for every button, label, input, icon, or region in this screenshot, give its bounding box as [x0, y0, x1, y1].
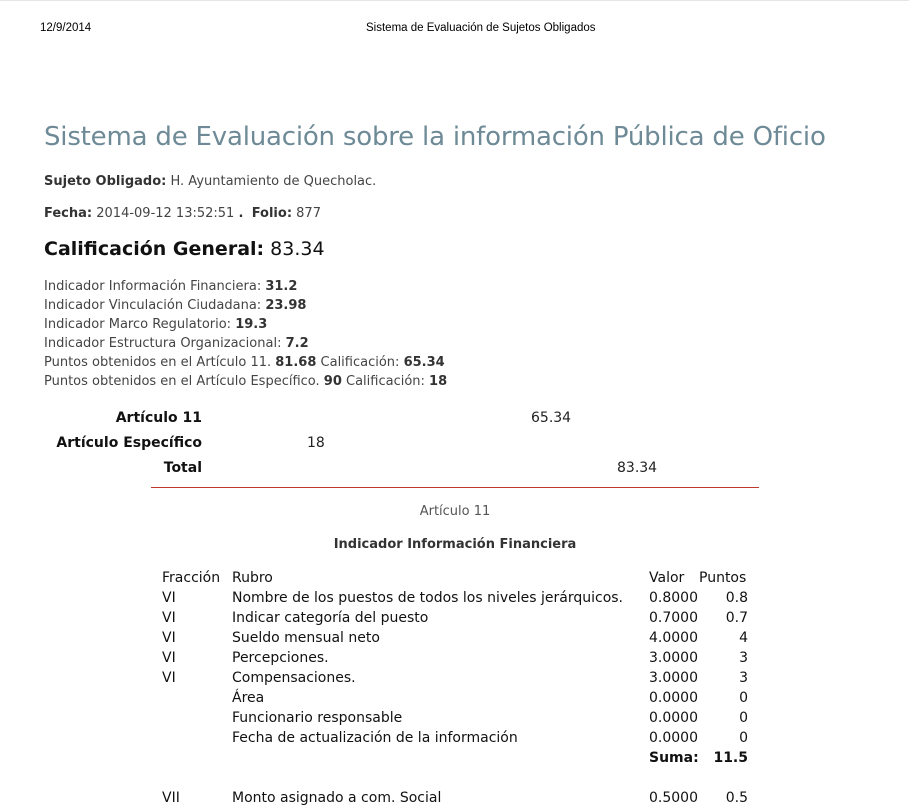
summary-value-total: 83.34 [617, 460, 658, 476]
row-valor: 3.0000 [649, 670, 698, 686]
row-puntos: 3 [739, 670, 748, 686]
sujeto-value: H. Ayuntamiento de Quecholac. [170, 174, 377, 189]
indicator-line: Indicador Marco Regulatorio: 19.3 [44, 317, 268, 332]
puntos-line: Puntos obtenidos en el Artículo Específico. 90 Calificación: 18 [44, 374, 448, 389]
row-valor: 4.0000 [649, 630, 698, 646]
summary-label-total: Total [163, 460, 202, 476]
print-title: Sistema de Evaluación de Sujetos Obligados [366, 22, 596, 34]
row-fraccion: VII [162, 790, 180, 806]
print-date: 12/9/2014 [40, 22, 92, 34]
indicator-line: Indicador Información Financiera: 31.2 [44, 279, 298, 294]
row-fraccion: VI [162, 610, 176, 626]
fecha-folio [44, 206, 321, 221]
section-title: Artículo 11 [419, 504, 491, 519]
divider [151, 487, 759, 488]
indicator-title: Indicador Información Financiera [333, 537, 577, 552]
row-rubro: Percepciones. [232, 650, 329, 666]
row-valor: 0.0000 [649, 730, 698, 746]
summary-label-articulo-11: Artículo 11 [115, 410, 202, 426]
row-fraccion: VI [162, 650, 176, 666]
row-rubro: Área [232, 690, 265, 706]
summary-label-articulo-especifico: Artículo Específico [56, 435, 202, 451]
calificacion-general [44, 238, 325, 260]
row-puntos: 0 [739, 710, 748, 726]
row-rubro: Funcionario responsable [232, 710, 403, 726]
summary-value-articulo-especifico: 18 [307, 435, 325, 451]
row-rubro: Nombre de los puestos de todos los niveles jerárquicos. [232, 590, 624, 606]
fecha-label: Fecha: [44, 206, 93, 221]
row-valor: 0.8000 [649, 590, 698, 606]
row-fraccion: VI [162, 670, 176, 686]
row-rubro: Indicar categoría del puesto [232, 610, 429, 626]
calificacion-general-value: 83.34 [270, 238, 325, 260]
row-rubro: Monto asignado a com. Social [232, 790, 442, 806]
row-valor: 0.7000 [649, 610, 698, 626]
fecha-value: 2014-09-12 13:52:51 [96, 206, 235, 221]
indicator-line: Indicador Vinculación Ciudadana: 23.98 [44, 298, 307, 313]
row-rubro: Compensaciones. [232, 670, 356, 686]
header-rubro: Rubro [232, 570, 273, 586]
page-title: Sistema de Evaluación sobre la información Pública de Oficio [44, 122, 826, 152]
row-puntos: 0.5 [725, 790, 748, 806]
folio-value: 877 [296, 206, 321, 221]
sujeto-obligado [44, 174, 376, 189]
sujeto-label: Sujeto Obligado: [44, 174, 167, 189]
row-fraccion: VI [162, 590, 176, 606]
suma-value: 11.5 [713, 750, 748, 766]
header-fraccion: Fracción [162, 570, 221, 586]
header-puntos: Puntos [699, 570, 747, 586]
row-rubro: Sueldo mensual neto [232, 630, 380, 646]
row-puntos: 0 [739, 730, 748, 746]
row-puntos: 0.8 [725, 590, 748, 606]
calificacion-general-label: Calificación General: [44, 238, 265, 260]
row-puntos: 0 [739, 690, 748, 706]
row-fraccion: VI [162, 630, 176, 646]
suma-label: Suma: [649, 750, 699, 766]
row-puntos: 3 [739, 650, 748, 666]
fecha-separator: . [238, 206, 244, 221]
folio-label: Folio: [251, 206, 293, 221]
summary-value-articulo-11: 65.34 [531, 410, 572, 426]
indicator-line: Indicador Estructura Organizacional: 7.2 [44, 336, 309, 351]
puntos-line: Puntos obtenidos en el Artículo 11. 81.68 Calificación: 65.34 [44, 355, 445, 370]
row-valor: 0.5000 [649, 790, 698, 806]
row-puntos: 0.7 [725, 610, 748, 626]
top-border [0, 0, 909, 1]
row-valor: 3.0000 [649, 650, 698, 666]
header-valor: Valor [649, 570, 685, 586]
row-puntos: 4 [739, 630, 748, 646]
row-valor: 0.0000 [649, 690, 698, 706]
row-rubro: Fecha de actualización de la información [232, 730, 518, 746]
row-valor: 0.0000 [649, 710, 698, 726]
